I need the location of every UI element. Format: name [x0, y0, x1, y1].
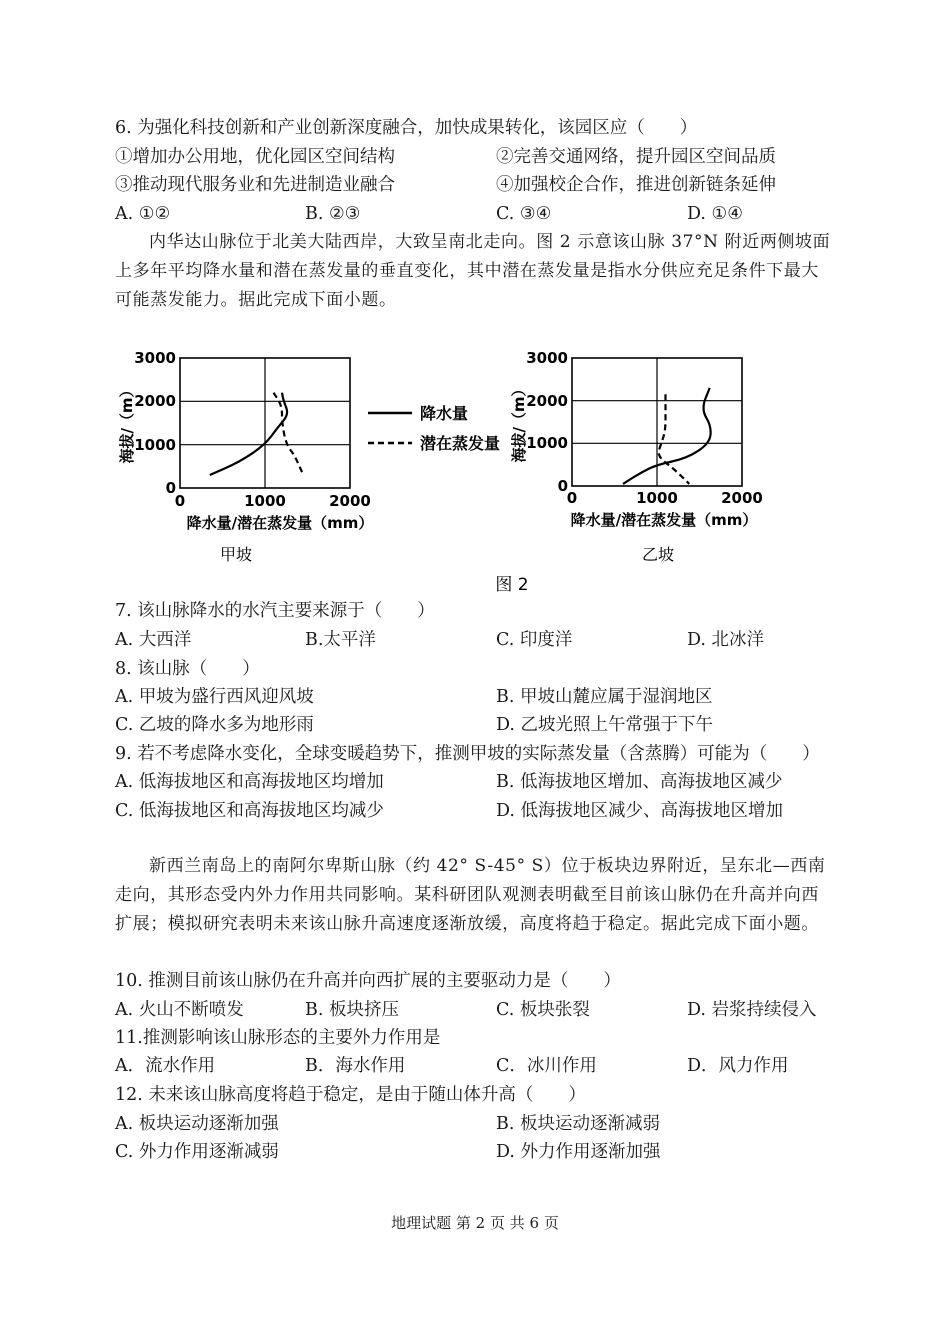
page-footer: 地理试题 第 2 页 共 6 页 — [391, 1214, 559, 1232]
q9-stem: 9. 若不考虑降水变化，全球变暖趋势下，推测甲坡的实际蒸发量（含蒸腾）可能为（ ） — [115, 744, 820, 764]
q9-option-c[interactable]: C. 低海拔地区和高海拔地区均减少 — [115, 801, 384, 821]
q7-option-b[interactable]: B.太平洋 — [305, 630, 376, 650]
q10-option-c[interactable]: C. 板块张裂 — [496, 1000, 590, 1020]
q9-option-d[interactable]: D. 低海拔地区减少、高海拔地区增加 — [496, 801, 784, 821]
q8-option-c[interactable]: C. 乙坡的降水多为地形雨 — [115, 715, 314, 735]
q10-option-d[interactable]: D. 岩浆持续侵入 — [687, 1000, 817, 1020]
q11-option-b[interactable]: B．海水作用 — [305, 1056, 406, 1076]
chart-jia-name: 甲坡 — [219, 545, 253, 564]
chart-jia-xtick-1000: 1000 — [244, 492, 286, 510]
chart-jia-xtick-2000: 2000 — [329, 492, 371, 510]
chart-yi-xtick-1000: 1000 — [636, 489, 678, 507]
q9-option-a[interactable]: A. 低海拔地区和高海拔地区均增加 — [115, 772, 384, 792]
q6-item-2: ②完善交通网络，提升园区空间品质 — [496, 147, 776, 167]
chart-yi-ylabel: 海拔/（m） — [510, 381, 528, 463]
chart-yi-ytick-3000: 3000 — [526, 349, 568, 367]
q11-option-a[interactable]: A．流水作用 — [115, 1056, 216, 1076]
q8-stem: 8. 该山脉（ ） — [115, 659, 260, 679]
q11-option-d[interactable]: D．风力作用 — [687, 1056, 789, 1076]
q6-stem: 6. 为强化科技创新和产业创新深度融合，加快成果转化，该园区应（ ） — [115, 118, 698, 138]
chart-yi-xtick-2000: 2000 — [721, 489, 763, 507]
legend-precipitation-label: 降水量 — [420, 404, 469, 423]
q6-option-d[interactable]: D. ①④ — [687, 204, 743, 224]
q9-option-b[interactable]: B. 低海拔地区增加、高海拔地区减少 — [496, 772, 783, 792]
q6-item-1: ①增加办公用地，优化园区空间结构 — [115, 147, 395, 167]
chart-jia-ytick-1000: 1000 — [134, 436, 176, 454]
chart-jia — [118, 349, 373, 564]
q12-option-d[interactable]: D. 外力作用逐渐加强 — [496, 1142, 661, 1162]
chart-yi-xtick-0: 0 — [566, 489, 578, 507]
q10-stem: 10. 推测目前该山脉仍在升高并向西扩展的主要驱动力是（ ） — [115, 971, 621, 991]
q10-option-a[interactable]: A. 火山不断喷发 — [115, 1000, 244, 1020]
q12-option-b[interactable]: B. 板块运动逐渐减弱 — [496, 1114, 660, 1134]
q12-stem: 12. 未来该山脉高度将趋于稳定，是由于随山体升高（ ） — [115, 1085, 586, 1105]
chart-jia-ytick-2000: 2000 — [134, 392, 176, 410]
q8-option-b[interactable]: B. 甲坡山麓应属于湿润地区 — [496, 687, 713, 707]
q6-option-b[interactable]: B. ②③ — [305, 204, 361, 224]
q6-item-4: ④加强校企合作，推进创新链条延伸 — [496, 175, 776, 195]
chart-yi — [510, 349, 763, 564]
q12-option-a[interactable]: A. 板块运动逐渐加强 — [115, 1114, 279, 1134]
q7-option-c[interactable]: C. 印度洋 — [496, 630, 573, 650]
q10-option-b[interactable]: B. 板块挤压 — [305, 1000, 399, 1020]
q11-option-c[interactable]: C．冰川作用 — [496, 1056, 597, 1076]
chart-yi-ytick-1000: 1000 — [526, 434, 568, 452]
passage-southern-alps: 新西兰南岛上的南阿尔卑斯山脉（约 42° S-45° S）位于板块边界附近，呈东北—西南走向，其形态受内外力作用共同影响。某科研团队观测表明截至目前该山脉仍在升高并向西扩展；模拟研究表明未来该山脉升高速度逐渐放缓，高度将趋于稳定。据此完成下面小题。 — [115, 856, 826, 934]
q7-stem: 7. 该山脉降水的水汽主要来源于（ ） — [115, 601, 435, 621]
passage-nevada: 内华达山脉位于北美大陆西岸，大致呈南北走向。图 2 示意该山脉 37°N 附近两侧坡面上多年平均降水量和潜在蒸发量的垂直变化，其中潜在蒸发量是指水分供应充足条件下最大可能蒸发能力。据此完成下面小题。 — [115, 232, 831, 310]
q7-option-d[interactable]: D. 北冰洋 — [687, 630, 765, 650]
chart-jia-xlabel: 降水量/潜在蒸发量（mm） — [186, 514, 374, 532]
chart-yi-ytick-2000: 2000 — [526, 392, 568, 410]
chart-jia-xtick-0: 0 — [174, 492, 186, 510]
chart-jia-ytick-0: 0 — [165, 479, 176, 497]
q11-stem: 11.推测影响该山脉形态的主要外力作用是 — [115, 1028, 441, 1048]
chart-yi-name: 乙坡 — [641, 545, 675, 564]
q6-item-3: ③推动现代服务业和先进制造业融合 — [115, 175, 395, 195]
figure-caption: 图 2 — [495, 575, 529, 595]
q6-option-a[interactable]: A. ①② — [115, 204, 171, 224]
q8-option-d[interactable]: D. 乙坡光照上午常强于下午 — [496, 715, 714, 735]
q6-option-c[interactable]: C. ③④ — [496, 204, 552, 224]
chart-legend — [368, 404, 500, 453]
chart-jia-ylabel: 海拔/（m） — [118, 382, 136, 464]
chart-jia-ytick-3000: 3000 — [134, 349, 176, 367]
q7-option-a[interactable]: A. 大西洋 — [115, 630, 192, 650]
q8-option-a[interactable]: A. 甲坡为盛行西风迎风坡 — [115, 687, 314, 707]
legend-evaporation-label: 潜在蒸发量 — [420, 434, 501, 453]
figure-2 — [110, 340, 850, 620]
chart-yi-ytick-0: 0 — [557, 477, 568, 495]
q12-option-c[interactable]: C. 外力作用逐渐减弱 — [115, 1142, 279, 1162]
chart-yi-xlabel: 降水量/潜在蒸发量（mm） — [570, 511, 758, 529]
